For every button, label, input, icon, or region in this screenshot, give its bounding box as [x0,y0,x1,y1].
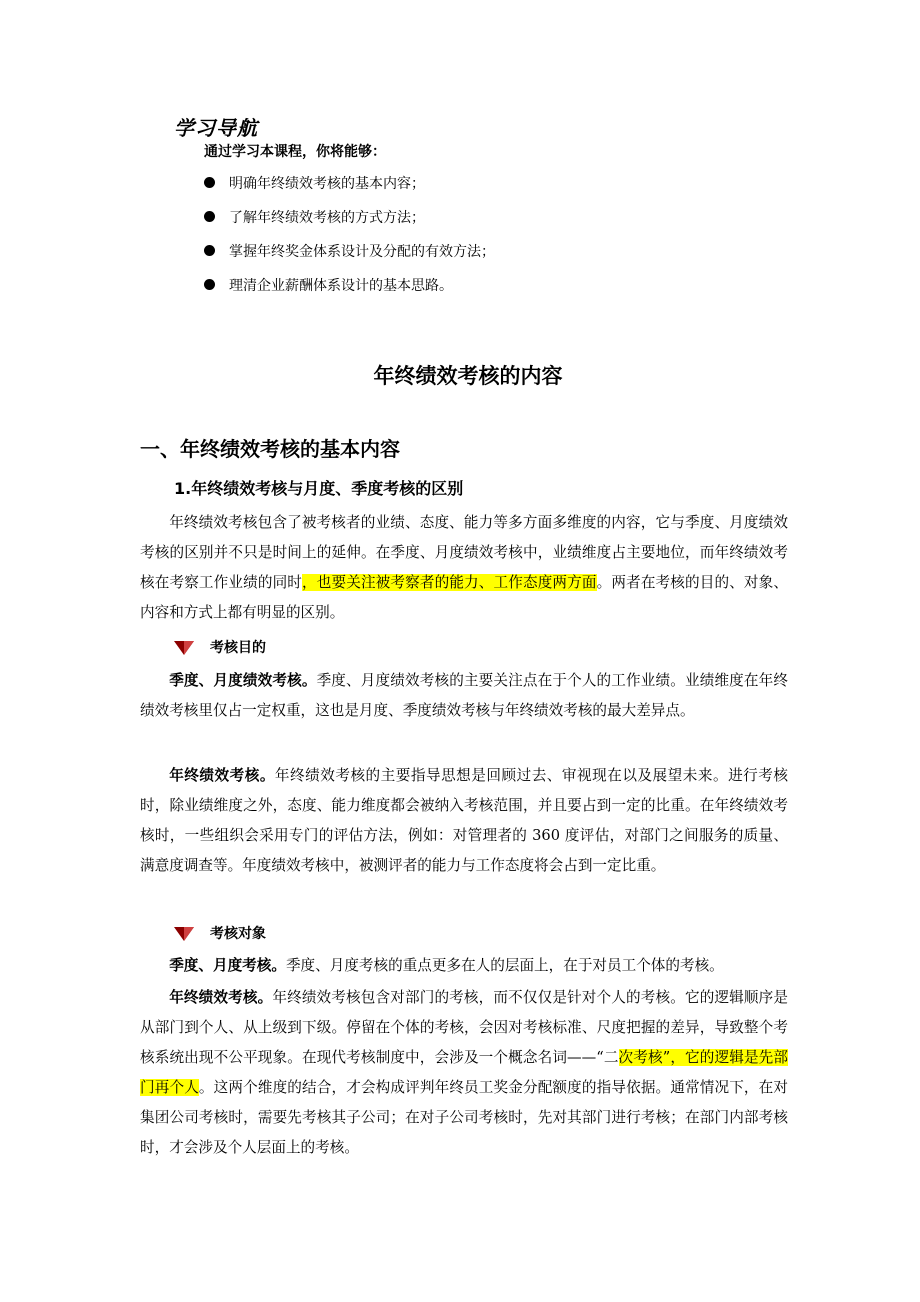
document-title: 年终绩效考核的内容 [373,364,563,388]
paragraph-annual-purpose [140,761,788,881]
list-item [204,235,495,269]
paragraph-text: 季度、月度绩效考核的主要关注点在于个人的工作业绩。业绩维度在年终绩效考核里仅占一定权重，这也是月度、季度绩效考核与年终绩效考核的最大差异点。 [140,672,788,719]
subheading-purpose [174,635,266,659]
list-item [204,167,495,201]
arrow-bullet-icon [174,638,194,656]
paragraph-text: 年终绩效考核的主要指导思想是回顾过去、审视现在以及展望未来。进行考核时，除业绩维度之外，态度、能力维度都会被纳入考核范围，并且要占到一定的比重。在年终绩效考核时，一些组织会采用专门的评估方法，例如：对管理者的 360 度评估，对部门之间服务的质量、满意度调查等。年度绩效考核中，被测评者的能力与工作态度将会占到一定比重。 [140,767,788,874]
objectives-list [204,167,495,303]
bullet-icon [204,245,215,256]
bold-lead: 季度、月度绩效考核。 [169,672,317,689]
paragraph-text: 季度、月度考核的重点更多在人的层面上，在于对员工个体的考核。 [285,957,724,974]
paragraph-text: 年终绩效考核包含对部门的考核，而不仅仅是针对个人的考核。它的逻辑顺序是从部门到个人、从上级到下级。停留在个体的考核，会因对考核标准、尺度把握的差异，导致整个考核系统出现不公平现象。在现代考核制度中，会涉及一个概念名词——“二 [140,989,788,1066]
list-item [204,269,495,303]
paragraph-quarterly-object [140,951,788,981]
bold-lead: 年终绩效考核。 [169,767,275,784]
arrow-bullet-icon [174,924,194,942]
paragraph-annual-object [140,983,788,1163]
bullet-icon [204,211,215,222]
section-heading: 一、年终绩效考核的基本内容 [140,437,400,461]
list-item-text: 理清企业薪酬体系设计的基本思路。 [229,278,453,294]
paragraph-intro [140,508,788,628]
list-item [204,201,495,235]
paragraph-text: 。两者在考核的目的、对象、内容和方式上都有明显的区别。 [140,574,788,621]
nav-title: 学习导航 [174,116,258,140]
subsection-heading: 1.年终绩效考核与月度、季度考核的区别 [174,479,464,498]
list-item-text: 掌握年终奖金体系设计及分配的有效方法； [229,244,495,260]
bullet-icon [204,279,215,290]
list-item-text: 了解年终绩效考核的方式方法； [229,210,425,226]
subheading-text: 考核对象 [210,926,266,942]
highlighted-text: ，也要关注被考察者的能力、工作态度两方面 [302,574,597,591]
bold-lead: 年终绩效考核。 [169,989,273,1006]
subheading-text: 考核目的 [210,640,266,656]
paragraph-quarterly-purpose [140,666,788,726]
highlighted-text: 次考核”，它的逻辑是先部门再个人 [140,1049,788,1096]
bold-lead: 季度、月度考核。 [169,957,286,974]
list-item-text: 明确年终绩效考核的基本内容； [229,176,425,192]
paragraph-text: 。这两个维度的结合，才会构成评判年终员工奖金分配额度的指导依据。通常情况下，在对集团公司考核时，需要先考核其子公司；在对子公司考核时，先对其部门进行考核；在部门内部考核时，才会涉及个人层面上的考核。 [140,1079,788,1156]
subheading-object [174,921,266,945]
bullet-icon [204,177,215,188]
nav-intro: 通过学习本课程，你将能够： [204,144,386,160]
paragraph-text: 年终绩效考核包含了被考核者的业绩、态度、能力等多方面多维度的内容，它与季度、月度绩效考核的区别并不只是时间上的延伸。在季度、月度绩效考核中，业绩维度占主要地位，而年终绩效考核在考察工作业绩的同时 [140,514,788,591]
